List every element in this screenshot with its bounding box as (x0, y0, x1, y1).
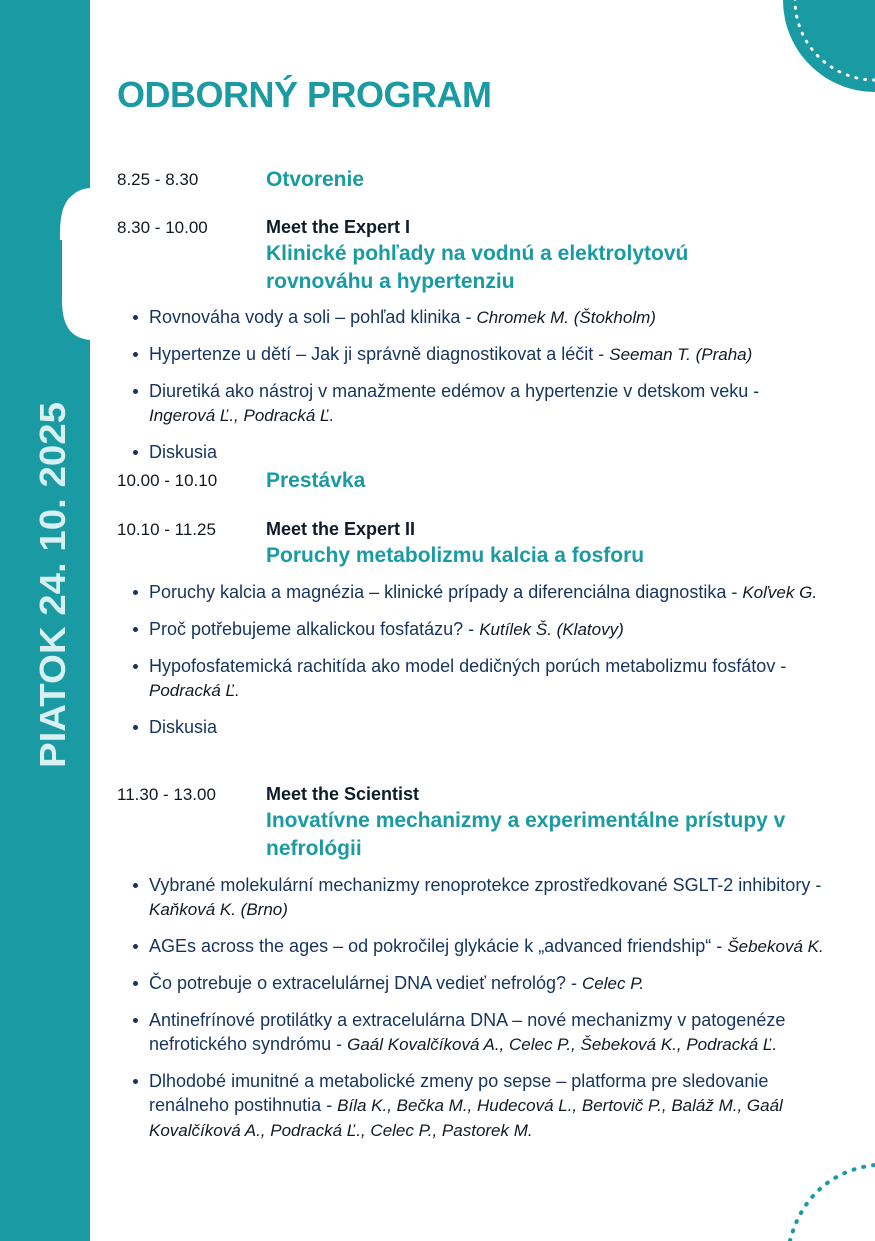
talk-item (133, 971, 848, 996)
schedule-entry (117, 516, 847, 570)
session-kicker: Meet the Scientist (266, 784, 420, 804)
session-topic: Inovatívne mechanizmy a experimentálne prístupy v nefrológii (266, 809, 786, 860)
session-kicker: Meet the Expert I (266, 217, 411, 237)
talk-title: Hypofosfatemická rachitída ako model dedičných porúch metabolizmu fosfátov - (149, 656, 787, 676)
session-topic: Poruchy metabolizmu kalcia a fosforu (266, 544, 645, 567)
day-label (0, 400, 90, 770)
talk-title: Diuretiká ako nástroj v manažmente edémov a hypertenzie v detskom veku - (149, 381, 760, 401)
talk-list (133, 873, 848, 1143)
talk-item (133, 379, 809, 428)
talk-authors: Ingerová Ľ., Podracká Ľ. (149, 406, 335, 425)
talk-title: Proč potřebujeme alkalickou fosfatázu? - (149, 619, 475, 639)
talk-authors: Celec P. (582, 974, 645, 993)
schedule-entry (117, 781, 847, 863)
talk-title: Diskusia (149, 717, 218, 737)
session-time: 10.00 - 10.10 (117, 471, 218, 490)
talk-authors: Kaňková K. (Brno) (149, 900, 288, 919)
page-title: ODBORNÝ PROGRAM (117, 74, 492, 115)
talk-item (133, 580, 839, 605)
talk-authors: Koľvek G. (742, 583, 818, 602)
schedule-entry (117, 467, 847, 495)
talk-title: Čo potrebuje o extracelulárnej DNA vedieť nefrológ? - (149, 973, 577, 993)
talk-item (133, 934, 829, 959)
talk-authors: Gaál Kovalčíková A., Celec P., Šebeková K., Podracká Ľ. (347, 1035, 778, 1054)
talk-authors: Šebeková K. (727, 937, 824, 956)
talk-authors: Seeman T. (Praha) (609, 345, 753, 364)
talk-list (133, 305, 848, 464)
session-topic: Klinické pohľady na vodnú a elektrolytovú rovnováhu a hypertenziu (266, 242, 689, 293)
session-time: 8.25 - 8.30 (117, 170, 199, 189)
talk-item (133, 873, 849, 922)
day-label-text: PIATOK 24. 10. 2025 (32, 425, 73, 768)
talk-title: Diskusia (149, 442, 218, 462)
talk-title: Dlhodobé imunitné a metabolické zmeny po sepse – platforma pre sledovanie renálneho postihnutia - (149, 1071, 769, 1115)
talk-item (133, 305, 848, 330)
talk-authors: Kutílek Š. (Klatovy) (479, 620, 624, 639)
session-kicker: Meet the Expert II (266, 519, 416, 539)
talk-item (133, 1069, 839, 1143)
talk-title: Hypertenze u dětí – Jak ji správně diagnostikovat a léčit - (149, 344, 605, 364)
talk-title: Antinefrínové protilátky a extracelulárna DNA – nové mechanizmy v patogenéze nefrotického syndrómu - (149, 1010, 786, 1054)
talk-list (133, 580, 848, 739)
talk-item (133, 440, 848, 464)
talk-item (133, 617, 848, 642)
talk-authors: Chromek M. (Štokholm) (476, 308, 656, 327)
talk-title: Rovnováha vody a soli – pohľad klinika - (149, 307, 472, 327)
session-topic: Prestávka (266, 469, 366, 492)
talk-title: Vybrané molekulární mechanizmy renoprotekce zprostředkované SGLT-2 inhibitory - (149, 875, 822, 895)
talk-title: AGEs across the ages – od pokročilej glykácie k „advanced friendship“ - (149, 936, 723, 956)
talk-title: Poruchy kalcia a magnézia – klinické prípady a diferenciálna diagnostika - (149, 582, 738, 602)
talk-authors: Podracká Ľ. (149, 681, 240, 700)
talk-authors: Bíla K., Bečka M., Hudecová L., Bertovič P., Baláž M., Gaál Kovalčíková A., Podracká Ľ., Celec P., Pastorek M. (149, 1096, 783, 1140)
schedule-entry (117, 166, 847, 194)
session-time: 10.10 - 11.25 (117, 520, 216, 539)
session-topic: Otvorenie (266, 168, 365, 191)
schedule-entry (117, 214, 847, 296)
talk-item (133, 1008, 789, 1057)
talk-item (133, 715, 848, 739)
session-time: 11.30 - 13.00 (117, 785, 216, 804)
talk-item (133, 654, 839, 703)
session-time: 8.30 - 10.00 (117, 218, 208, 237)
talk-item (133, 342, 848, 367)
